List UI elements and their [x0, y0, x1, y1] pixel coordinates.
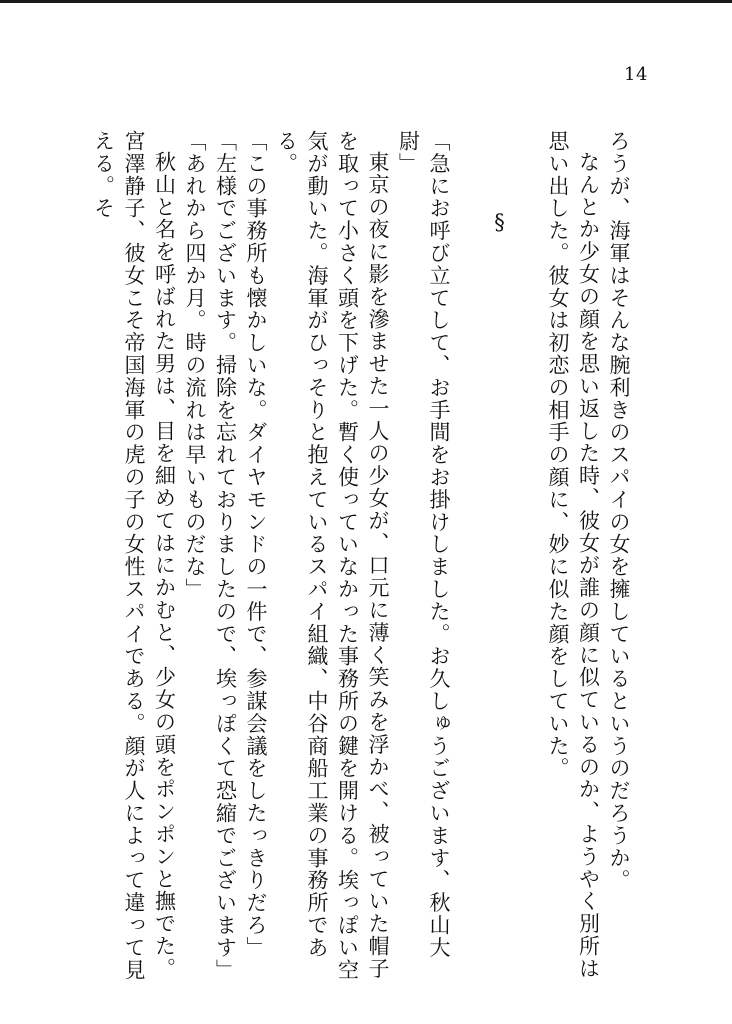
- dialogue-line-akiyama-nostalgia: 「この事務所も懐かしいな。ダイヤモンドの一件で、参謀会議をしたっきりだろ」: [244, 130, 268, 959]
- paragraph-narration-office: 東京の夜に影を滲ませた一人の少女が、口元に薄く笑みを浮かべ、被っていた帽子を取って小さく頭を下げた。暫く使っていなかった事務所の鍵を開ける。埃っぽい空気が動いた。海軍がひっそりと抱えているスパイ組織、中谷商船工業の事務所である。: [274, 130, 390, 982]
- paragraph-recollection: なんとか少女の顔を思い返した時、彼女が誰の顔に似ているのか、ようやく別所は思い出した。彼女は初恋の相手の顔に、妙に似た顔をしていた。: [546, 130, 601, 980]
- vertical-body-text: [88, 130, 634, 990]
- dialogue-line-akiyama-time: 「あれから四か月。時の流れは早いものだな」: [183, 130, 207, 601]
- paragraph-narration-shizuko: 秋山と名を呼ばれた男は、目を細めてはにかむと、少女の頭をポンポンと撫でた。宮澤静子、彼女こそ帝国海軍の虎の子の女性スパイである。顔が人によって違って見える。そ: [91, 130, 177, 982]
- dialogue-line-girl-apology: 「左様でございます。掃除を忘れておりましたので、埃っぽくて恐縮でございます」: [213, 130, 238, 982]
- dialogue-line-girl-greeting: 「急にお呼び立てして、お手間をお掛けしました。お久しゅうございます、秋山大尉」: [396, 130, 451, 959]
- section-break-mark: §: [487, 210, 512, 236]
- top-rule: [0, 0, 732, 3]
- paragraph-continuation: ろうが、海軍はそんな腕利きのスパイの女を擁しているというのだろうか。: [607, 130, 631, 892]
- page-number: 14: [624, 64, 648, 85]
